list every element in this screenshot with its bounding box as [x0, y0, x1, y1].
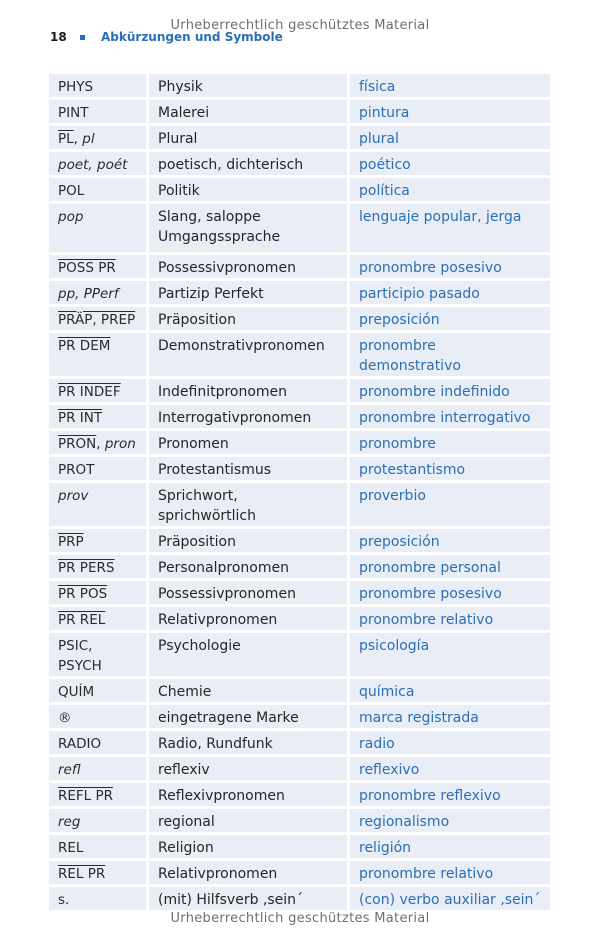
- table-row: [49, 333, 550, 379]
- spanish-cell: [350, 887, 550, 913]
- german-cell: [149, 529, 350, 555]
- german-text: Psychologie: [158, 638, 241, 654]
- table-row: [49, 861, 550, 887]
- spanish-cell: [350, 333, 550, 379]
- german-cell: [149, 757, 350, 783]
- page-number: 18: [50, 30, 67, 44]
- german-text: regional: [158, 814, 215, 830]
- square-bullet-icon: [80, 35, 85, 40]
- abbreviation-text: POL: [58, 183, 85, 199]
- abbreviation-text: REL PR: [58, 866, 106, 882]
- spanish-text: poético: [359, 157, 411, 173]
- spanish-text: psicología: [359, 638, 430, 654]
- german-cell: [149, 887, 350, 913]
- abbreviation-cell: [49, 581, 149, 607]
- german-text: Malerei: [158, 105, 210, 121]
- spanish-cell: [350, 809, 550, 835]
- german-cell: [149, 679, 350, 705]
- table-row: [49, 783, 550, 809]
- german-cell: [149, 405, 350, 431]
- abbreviation-text: REFL PR: [58, 788, 114, 804]
- german-cell: [149, 255, 350, 281]
- abbreviation-table-body: [49, 74, 550, 913]
- abbreviation-text: PRON: [58, 436, 97, 452]
- german-cell: [149, 178, 350, 204]
- german-text: eingetragene Marke: [158, 710, 299, 726]
- german-text: Possessivpronomen: [158, 586, 296, 602]
- spanish-cell: [350, 705, 550, 731]
- spanish-text: pronombre posesivo: [359, 260, 502, 276]
- spanish-cell: [350, 457, 550, 483]
- watermark-bottom: Urheberrechtlich geschütztes Material: [170, 911, 430, 926]
- abbreviation-cell: [49, 74, 149, 100]
- abbreviation-text: refl: [58, 762, 81, 778]
- spanish-text: religión: [359, 840, 412, 856]
- spanish-cell: [350, 431, 550, 457]
- german-text: (mit) Hilfsverb ‚sein´: [158, 892, 304, 908]
- german-cell: [149, 379, 350, 405]
- abbreviation-cell: [49, 731, 149, 757]
- abbreviation-text: ,: [96, 436, 105, 452]
- abbreviation-cell: [49, 405, 149, 431]
- abbreviation-text: PHYS: [58, 79, 94, 95]
- spanish-text: pronombre demonstrativo: [359, 338, 461, 374]
- table-row: [49, 887, 550, 913]
- abbreviation-cell: [49, 483, 149, 529]
- german-text: Sprichwort, sprichwörtlich: [158, 488, 257, 524]
- abbreviation-text: POSS PR: [58, 260, 116, 276]
- spanish-cell: [350, 633, 550, 679]
- spanish-text: pintura: [359, 105, 410, 121]
- german-cell: [149, 457, 350, 483]
- german-text-line2: Umgangssprache: [158, 229, 281, 245]
- german-cell: [149, 705, 350, 731]
- abbreviation-text: PR PERS: [58, 560, 115, 576]
- german-cell: [149, 607, 350, 633]
- german-cell: [149, 204, 350, 255]
- spanish-cell: [350, 281, 550, 307]
- german-cell: [149, 333, 350, 379]
- german-text: Politik: [158, 183, 200, 199]
- spanish-text: pronombre reflexivo: [359, 788, 501, 804]
- german-cell: [149, 861, 350, 887]
- abbreviation-text: PROT: [58, 462, 95, 478]
- abbreviation-text: poet, poét: [58, 157, 128, 173]
- abbreviation-text: pop: [58, 209, 84, 225]
- table-row: [49, 757, 550, 783]
- german-cell: [149, 126, 350, 152]
- abbreviation-cell: [49, 307, 149, 333]
- german-text: Radio, Rundfunk: [158, 736, 273, 752]
- abbreviation-cell: [49, 705, 149, 731]
- german-text: Slang, saloppe: [158, 209, 261, 225]
- spanish-text: preposición: [359, 312, 440, 328]
- abbreviation-cell: [49, 679, 149, 705]
- abbreviation-text: pron: [104, 436, 136, 452]
- german-text: Physik: [158, 79, 203, 95]
- abbreviation-cell: [49, 126, 149, 152]
- german-cell: [149, 633, 350, 679]
- table-row: [49, 100, 550, 126]
- table-row: [49, 679, 550, 705]
- german-text: Indefinitpronomen: [158, 384, 288, 400]
- table-row: [49, 74, 550, 100]
- table-row: [49, 457, 550, 483]
- spanish-cell: [350, 861, 550, 887]
- abbreviation-cell: [49, 379, 149, 405]
- abbreviation-cell: [49, 809, 149, 835]
- spanish-cell: [350, 783, 550, 809]
- german-cell: [149, 783, 350, 809]
- spanish-cell: [350, 100, 550, 126]
- abbreviation-text: ®: [58, 710, 72, 726]
- spanish-cell: [350, 379, 550, 405]
- table-row: [49, 255, 550, 281]
- spanish-text: plural: [359, 131, 399, 147]
- spanish-cell: [350, 835, 550, 861]
- spanish-cell: [350, 204, 550, 255]
- spanish-cell: [350, 679, 550, 705]
- abbreviation-table: [49, 74, 550, 913]
- abbreviation-text: pp, PPerf: [58, 286, 119, 302]
- abbreviation-text: PR DEM: [58, 338, 111, 354]
- abbreviation-text: PR POS: [58, 586, 108, 602]
- german-cell: [149, 809, 350, 835]
- german-text: Partizip Perfekt: [158, 286, 264, 302]
- spanish-text: pronombre posesivo: [359, 586, 502, 602]
- spanish-cell: [350, 581, 550, 607]
- abbreviation-cell: [49, 100, 149, 126]
- table-row: [49, 178, 550, 204]
- abbreviation-cell: [49, 529, 149, 555]
- abbreviation-text: PSIC, PSYCH: [58, 638, 102, 674]
- german-cell: [149, 483, 350, 529]
- german-text: Plural: [158, 131, 198, 147]
- spanish-text: participio pasado: [359, 286, 480, 302]
- abbreviation-text: PR INT: [58, 410, 103, 426]
- abbreviation-cell: [49, 178, 149, 204]
- german-text: Relativpronomen: [158, 866, 278, 882]
- abbreviation-text: PR INDEF: [58, 384, 121, 400]
- abbreviation-cell: [49, 633, 149, 679]
- table-row: [49, 581, 550, 607]
- table-row: [49, 126, 550, 152]
- german-text: Präposition: [158, 312, 236, 328]
- table-row: [49, 633, 550, 679]
- spanish-text: química: [359, 684, 415, 700]
- german-text: Relativpronomen: [158, 612, 278, 628]
- spanish-text: pronombre indefinido: [359, 384, 510, 400]
- abbreviation-cell: [49, 333, 149, 379]
- table-row: [49, 607, 550, 633]
- table-row: [49, 529, 550, 555]
- spanish-cell: [350, 152, 550, 178]
- german-cell: [149, 431, 350, 457]
- spanish-cell: [350, 307, 550, 333]
- abbreviation-text: ,: [73, 131, 83, 147]
- german-text: Demonstrativpronomen: [158, 338, 325, 354]
- table-row: [49, 204, 550, 255]
- abbreviation-text: reg: [58, 814, 81, 830]
- spanish-text: pronombre personal: [359, 560, 501, 576]
- spanish-cell: [350, 555, 550, 581]
- abbreviation-cell: [49, 607, 149, 633]
- spanish-cell: [350, 126, 550, 152]
- section-title: Abkürzungen und Symbole: [101, 30, 283, 44]
- abbreviation-text: pl: [82, 131, 95, 147]
- table-row: [49, 379, 550, 405]
- spanish-text: radio: [359, 736, 395, 752]
- spanish-cell: [350, 483, 550, 529]
- abbreviation-text: PRÄP, PREP: [58, 312, 136, 328]
- abbreviation-cell: [49, 757, 149, 783]
- abbreviation-text: PINT: [58, 105, 89, 121]
- abbreviation-cell: [49, 281, 149, 307]
- table-row: [49, 555, 550, 581]
- spanish-text: regionalismo: [359, 814, 450, 830]
- spanish-text: marca registrada: [359, 710, 479, 726]
- spanish-cell: [350, 178, 550, 204]
- german-text: poetisch, dichterisch: [158, 157, 304, 173]
- watermark-top: Urheberrechtlich geschütztes Material: [170, 18, 430, 33]
- spanish-text: pronombre relativo: [359, 866, 494, 882]
- abbreviation-cell: [49, 835, 149, 861]
- german-text: Interrogativpronomen: [158, 410, 312, 426]
- spanish-cell: [350, 731, 550, 757]
- german-cell: [149, 152, 350, 178]
- german-cell: [149, 74, 350, 100]
- german-cell: [149, 581, 350, 607]
- german-cell: [149, 555, 350, 581]
- spanish-text: política: [359, 183, 410, 199]
- abbreviation-text: QUÍM: [58, 684, 95, 700]
- abbreviation-cell: [49, 431, 149, 457]
- abbreviation-cell: [49, 152, 149, 178]
- abbreviation-cell: [49, 204, 149, 255]
- spanish-text: pronombre interrogativo: [359, 410, 531, 426]
- abbreviation-text: $\overline{PL}$: [58, 131, 74, 147]
- abbreviation-cell: [49, 255, 149, 281]
- table-row: [49, 431, 550, 457]
- spanish-text: física: [359, 79, 396, 95]
- spanish-cell: [350, 255, 550, 281]
- table-row: [49, 809, 550, 835]
- spanish-text: pronombre relativo: [359, 612, 494, 628]
- page-header: [50, 28, 283, 46]
- abbreviation-cell: [49, 887, 149, 913]
- german-text: Reflexivpronomen: [158, 788, 285, 804]
- abbreviation-cell: [49, 457, 149, 483]
- german-text: Religion: [158, 840, 214, 856]
- table-row: [49, 405, 550, 431]
- german-cell: [149, 100, 350, 126]
- german-cell: [149, 835, 350, 861]
- spanish-cell: [350, 405, 550, 431]
- spanish-cell: [350, 607, 550, 633]
- table-row: [49, 705, 550, 731]
- spanish-text: reflexivo: [359, 762, 420, 778]
- spanish-text: (con) verbo auxiliar ‚sein´: [359, 892, 541, 908]
- abbreviation-text: PR REL: [58, 612, 106, 628]
- spanish-text: protestantismo: [359, 462, 466, 478]
- german-text: Protestantismus: [158, 462, 272, 478]
- german-text: Pronomen: [158, 436, 229, 452]
- spanish-cell: [350, 757, 550, 783]
- german-text: Präposition: [158, 534, 236, 550]
- spanish-text: proverbio: [359, 488, 426, 504]
- abbreviation-cell: [49, 861, 149, 887]
- abbreviation-text: REL: [58, 840, 84, 856]
- abbreviation-cell: [49, 555, 149, 581]
- table-row: [49, 152, 550, 178]
- german-cell: [149, 307, 350, 333]
- table-row: [49, 483, 550, 529]
- german-text: Chemie: [158, 684, 212, 700]
- spanish-text: lenguaje popular, jerga: [359, 209, 522, 225]
- german-text: Personalpronomen: [158, 560, 289, 576]
- table-row: [49, 731, 550, 757]
- table-row: [49, 281, 550, 307]
- german-text: Possessivpronomen: [158, 260, 296, 276]
- spanish-text: preposición: [359, 534, 440, 550]
- abbreviation-text: s.: [58, 892, 70, 908]
- table-row: [49, 835, 550, 861]
- spanish-text: pronombre: [359, 436, 436, 452]
- abbreviation-text: $\overline{PRP}$: [58, 534, 84, 550]
- spanish-cell: [350, 529, 550, 555]
- table-row: [49, 307, 550, 333]
- german-cell: [149, 731, 350, 757]
- abbreviation-cell: [49, 783, 149, 809]
- spanish-cell: [350, 74, 550, 100]
- german-text: reflexiv: [158, 762, 210, 778]
- abbreviation-text: RADIO: [58, 736, 102, 752]
- abbreviation-text: prov: [58, 488, 89, 504]
- german-cell: [149, 281, 350, 307]
